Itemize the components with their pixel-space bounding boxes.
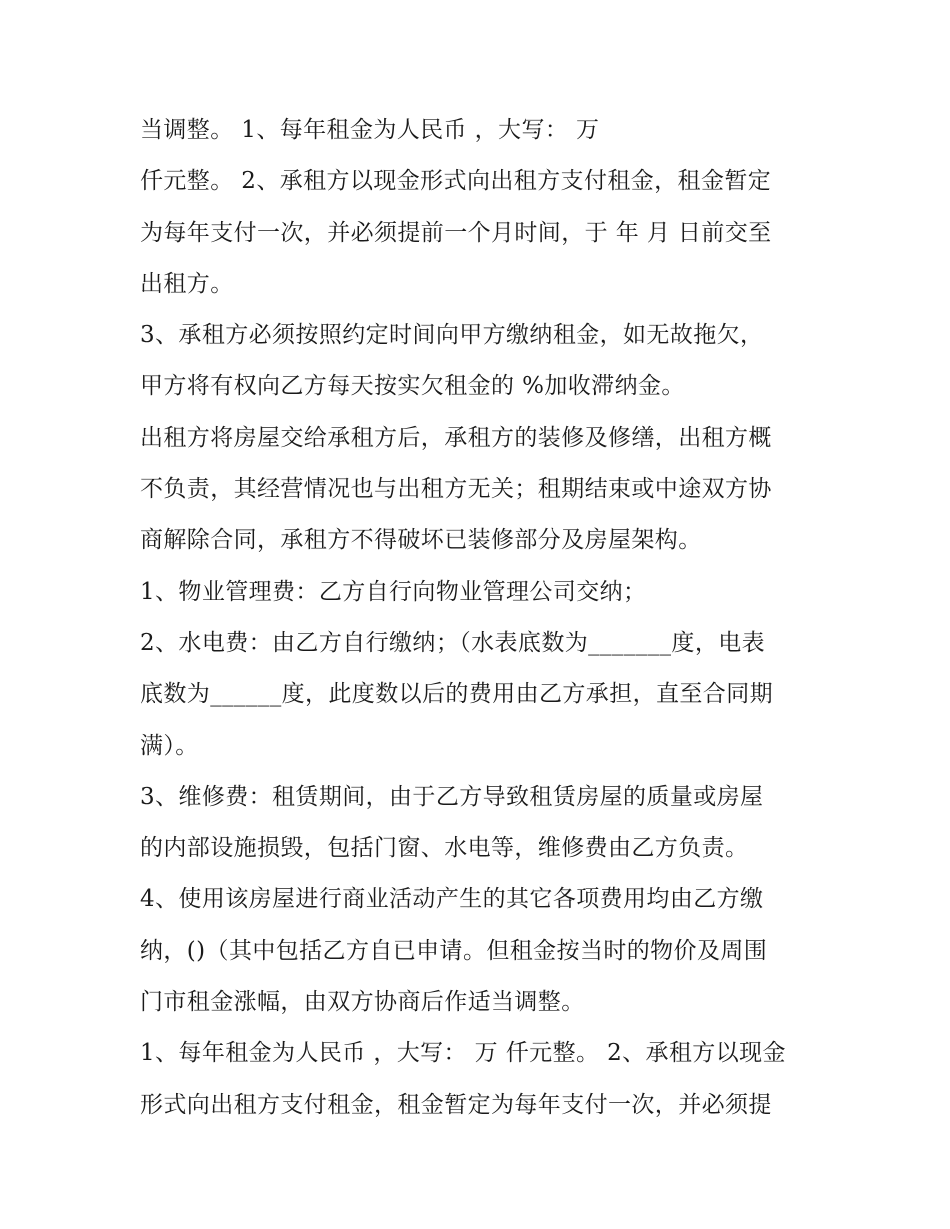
text-line-11: 2、水电费：由乙方自行缴纳；（水表底数为_______度，电表 [140, 629, 766, 656]
contract-body-text [140, 110, 820, 1136]
text-line-7: 出租方将房屋交给承租方后，承租方的装修及修缮，出租方概 [140, 424, 772, 451]
text-line-5: 3、承租方必须按照约定时间向甲方缴纳租金，如无故拖欠， [140, 322, 764, 349]
text-line-15: 的内部设施损毁，包括门窗、水电等，维修费由乙方负责。 [140, 835, 749, 862]
text-line-6: 甲方将有权向乙方每天按实欠租金的 %加收滞纳金。 [140, 373, 685, 400]
text-line-14: 3、维修费：租赁期间，由于乙方导致租赁房屋的质量或房屋 [140, 783, 764, 810]
text-line-10: 1、物业管理费：乙方自行向物业管理公司交纳； [140, 578, 647, 605]
text-line-20: 形式向出租方支付租金，租金暂定为每年支付一次，并必须提 [140, 1091, 772, 1118]
text-line-2: 仟元整。 2、承租方以现金形式向出租方支付租金，租金暂定 [140, 168, 772, 195]
text-line-8: 不负责，其经营情况也与出租方无关；租期结束或中途双方协 [140, 476, 772, 503]
text-line-3: 为每年支付一次，并必须提前一个月时间，于 年 月 日前交至 [140, 219, 772, 246]
text-line-16: 4、使用该房屋进行商业活动产生的其它各项费用均由乙方缴 [140, 886, 764, 913]
text-line-13: 满）。 [140, 732, 199, 759]
text-line-4: 出租方。 [140, 270, 234, 297]
text-line-19: 1、每年租金为人民币 ，大写： 万 仟元整。 2、承租方以现金 [140, 1040, 786, 1067]
text-line-9: 商解除合同，承租方不得破坏已装修部分及房屋架构。 [140, 527, 702, 554]
text-line-17: 纳，()（其中包括乙方自已申请。但租金按当时的物价及周围 [140, 937, 768, 964]
text-line-18: 门市租金涨幅，由双方协商后作适当调整。 [140, 989, 585, 1016]
text-line-1: 当调整。 1、每年租金为人民币 ，大写： 万 [140, 117, 600, 143]
text-line-12: 底数为______度，此度数以后的费用由乙方承担，直至合同期 [140, 681, 773, 708]
